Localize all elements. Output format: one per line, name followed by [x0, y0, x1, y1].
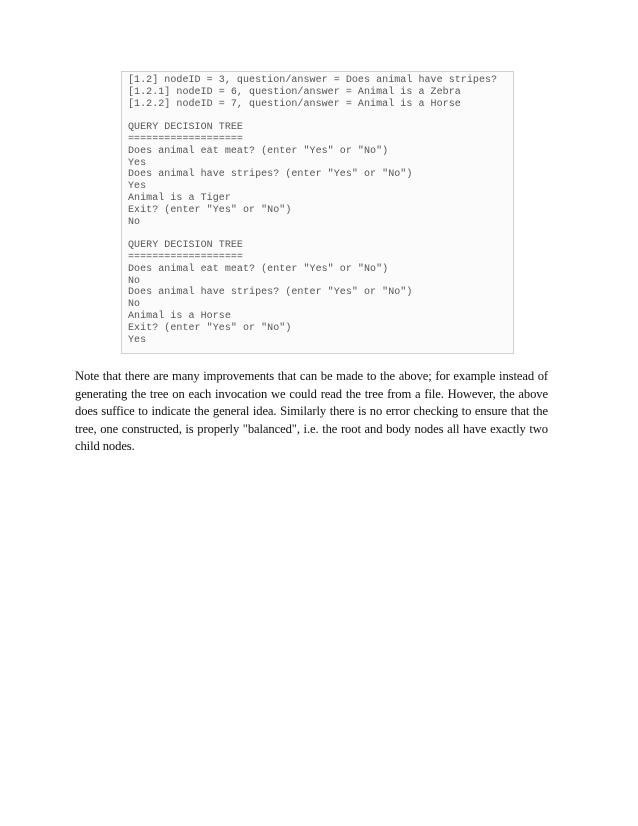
- code-line: No: [128, 216, 141, 228]
- code-line: QUERY DECISION TREE: [128, 240, 243, 252]
- code-line: ===================: [128, 133, 243, 145]
- code-line: [1.2.1] nodeID = 6, question/answer = Animal is a Zebra: [128, 86, 461, 98]
- code-line: [1.2] nodeID = 3, question/answer = Does animal have stripes?: [128, 75, 498, 86]
- code-line: No: [128, 299, 141, 311]
- code-block: [121, 71, 514, 354]
- code-line: Yes: [128, 157, 147, 169]
- code-line: Exit? (enter "Yes" or "No"): [128, 204, 292, 216]
- code-blank-line: [128, 228, 513, 240]
- body-paragraph: Note that there are many improvements that can be made to the above; for example instead of generating the tree on each invocation we could read the tree from a file. However, the above does suffice to indicate the general idea. Similarly there is no error checking to ensure that the tree, one constructed, is properly "balanced", i.e. the root and body nodes all have exactly two child nodes.: [75, 369, 548, 454]
- code-line: Animal is a Horse: [128, 310, 231, 322]
- code-line: Does animal have stripes? (enter "Yes" or "No"): [128, 287, 413, 299]
- code-line: Animal is a Tiger: [128, 192, 231, 204]
- code-blank-line: [128, 110, 513, 122]
- code-line: Yes: [128, 334, 147, 346]
- code-line: QUERY DECISION TREE: [128, 122, 243, 134]
- code-line: Does animal eat meat? (enter "Yes" or "No"): [128, 263, 389, 275]
- code-line: Exit? (enter "Yes" or "No"): [128, 322, 292, 334]
- code-line: [1.2.2] nodeID = 7, question/answer = Animal is a Horse: [128, 98, 461, 110]
- code-line: Does animal eat meat? (enter "Yes" or "No"): [128, 145, 389, 157]
- code-line: Yes: [128, 181, 147, 193]
- code-line: Does animal have stripes? (enter "Yes" or "No"): [128, 169, 413, 181]
- code-line: No: [128, 275, 141, 287]
- code-line: ===================: [128, 251, 243, 263]
